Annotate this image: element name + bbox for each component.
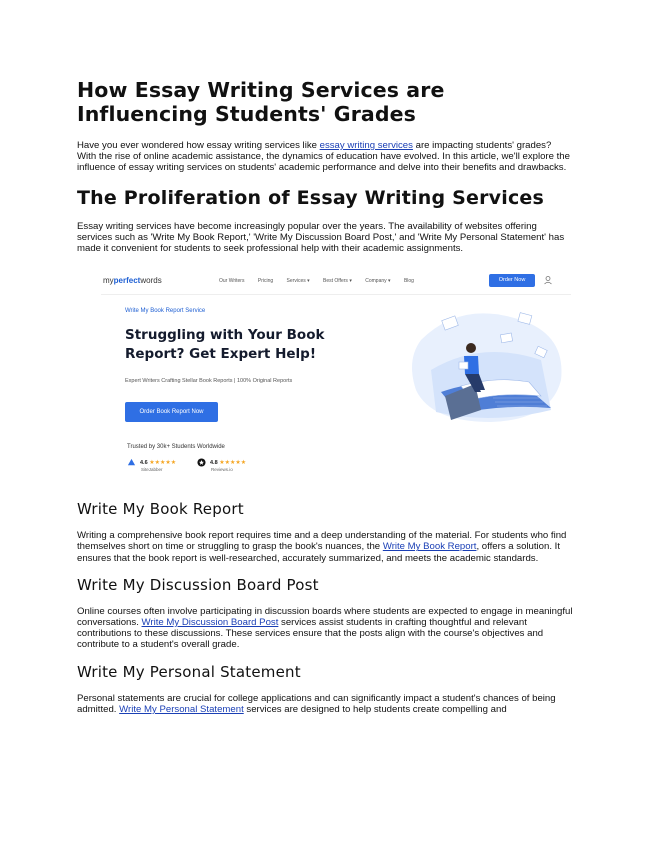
rating-sitejabber: 4.6 ★★★★★ SiteJabber (127, 458, 176, 472)
screenshot-navbar (101, 270, 571, 295)
user-icon (543, 275, 553, 285)
nav-item-blog: Blog (403, 278, 414, 285)
embedded-website-screenshot (101, 270, 571, 482)
rating-source: SiteJabber (141, 467, 163, 473)
intro-paragraph: Have you ever wondered how essay writing services like essay writing services are impacting students' grades? With the rise of online academic assistance, the dynamics of education have evolved. In this article, we'll explore the influence of essay writing services on students' academic performance and delve into their benefits and drawbacks. (77, 140, 570, 174)
section-heading-personal-statement: Write My Personal Statement (77, 662, 301, 681)
document-page (77, 78, 573, 727)
nav-item-pricing: Pricing (257, 278, 274, 285)
star-rating-icon: ★★★★★ (149, 460, 177, 467)
trusted-text: Trusted by 30k+ Students Worldwide (127, 444, 225, 451)
nav-links (219, 278, 426, 284)
book-report-paragraph: Writing a comprehensive book report requires time and a deep understanding of the material. For students who find themselves short on time or struggling to grasp the book's nuances, the Write My Book Report, offers a solution. It ensures that the book report is well-researched, accurately summarized, and meets the academic standards. (77, 530, 567, 564)
discussion-post-paragraph: Online courses often involve participating in discussion boards where students are expected to engage in meaningful conversations. Write My Discussion Board Post services assist students in crafting thoughtful and relevant contributions to these discussions. These services ensure that the posts align with the course's objectives and contribute to a student's overall grade. (77, 605, 573, 651)
essay-writing-services-link[interactable]: essay writing services (319, 140, 413, 151)
order-book-report-button: Order Book Report Now (125, 402, 218, 422)
proliferation-paragraph: Essay writing services have become increasingly popular over the years. The availability of websites offering services such as 'Write My Book Report,' 'Write My Discussion Board Post,' and 'Write My Personal Statement' has made it convenient for students to seek professional help with their academic assignments. (77, 220, 565, 255)
nav-item-writers: Our Writers (219, 278, 245, 285)
nav-item-offers: Best Offers ▾ (323, 278, 352, 285)
section-heading-book-report: Write My Book Report (77, 500, 244, 519)
site-logo: myperfectwords (103, 276, 162, 286)
student-reading-illustration (401, 300, 571, 430)
write-my-discussion-board-post-link[interactable]: Write My Discussion Board Post (141, 617, 279, 629)
order-now-button: Order Now (489, 274, 535, 287)
hero-subtitle: Expert Writers Crafting Stellar Book Reports | 100% Original Reports (125, 378, 293, 385)
section-heading-proliferation: The Proliferation of Essay Writing Services (77, 186, 545, 209)
service-label: Write My Book Report Service (125, 308, 206, 315)
sitejabber-logo-icon (127, 458, 136, 467)
nav-item-company: Company ▾ (365, 278, 391, 285)
star-rating-icon: ★★★★★ (219, 460, 247, 467)
article-title: How Essay Writing Services are Influencing Students' Grades (77, 78, 445, 126)
section-heading-discussion-post: Write My Discussion Board Post (77, 575, 319, 594)
reviewsio-logo-icon (197, 458, 206, 467)
write-my-personal-statement-link[interactable]: Write My Personal Statement (119, 703, 244, 715)
nav-item-services: Services ▾ (286, 278, 310, 285)
personal-statement-paragraph: Personal statements are crucial for college applications and can significantly impact a student's chances of being admitted. Write My Personal Statement services are designed to help students create compelling and (77, 692, 556, 715)
write-my-book-report-link[interactable]: Write My Book Report (382, 541, 477, 553)
rating-reviewsio: 4.8 ★★★★★ Reviews.io (197, 458, 246, 472)
hero-title: Struggling with Your Book Report? Get Expert Help! (125, 327, 325, 363)
rating-source: Reviews.io (211, 467, 233, 473)
